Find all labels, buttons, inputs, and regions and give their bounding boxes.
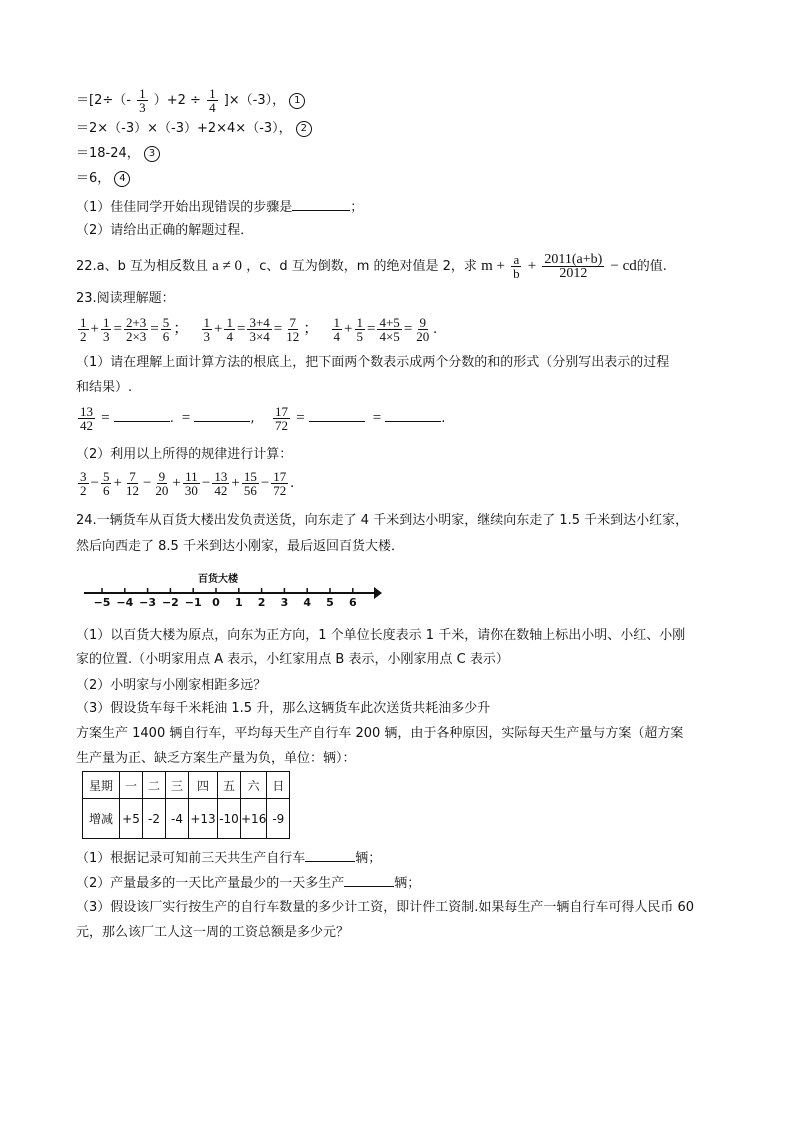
table-header-cell: 二 <box>143 772 166 799</box>
math-symbol: = <box>403 321 413 337</box>
math-symbol: + <box>344 321 353 337</box>
answer-blank <box>385 408 441 422</box>
fraction: $\frac{11}{30}$ <box>184 469 198 498</box>
table-header-row <box>83 772 290 799</box>
math-symbol: + <box>90 321 99 337</box>
fraction: $\frac{17}{72}$ <box>275 404 289 433</box>
step-line-2: ＝2×（-3）×（-3）+2×4×（-3）， 2 <box>76 120 312 138</box>
tick-label: 3 <box>280 596 289 609</box>
step-number-badge: 1 <box>289 93 305 109</box>
q25-part-2: （2）产量最多的一天比产量最少的一天多生产 辆； <box>76 873 420 893</box>
q24-part-1: （1）以百货大楼为原点，向东为正方向，1 个单位长度表示 1 千米，请你在数轴上标出小明、小红、小刚 <box>76 628 686 643</box>
question-24-line-2: 然后向西走了 8.5 千米到达小刚家，最后返回百货大楼． <box>76 539 404 554</box>
fraction: $\frac{1}{4}$ <box>333 315 341 344</box>
fraction: $\frac{2011(a+b)}{2012}$ <box>544 252 603 281</box>
q25-part-1: （1）根据记录可知前三天共生产自行车 辆； <box>76 848 381 868</box>
step-line-3: ＝18-24， 3 <box>76 145 160 163</box>
production-table <box>82 771 290 839</box>
fraction: $\frac{9}{20}$ <box>155 469 169 498</box>
math-symbol: − <box>201 475 211 491</box>
math-symbol: − <box>260 475 270 491</box>
question-part-2: （2）请给出正确的解题过程． <box>76 223 254 238</box>
fraction: $\frac{3}{2}$ <box>80 469 87 498</box>
math-symbol: = <box>273 321 283 337</box>
fraction: $\frac{7}{12}$ <box>286 315 300 344</box>
table-header-cell: 六 <box>241 772 267 799</box>
tick-label: 2 <box>257 596 266 609</box>
table-header-cell: 四 <box>189 772 218 799</box>
tick-label: 0 <box>212 596 220 609</box>
fraction: $\frac{7}{12}$ <box>125 469 139 498</box>
step-number-badge: 3 <box>144 146 160 162</box>
table-cell: -2 <box>143 799 166 839</box>
tick-label: 4 <box>303 596 312 609</box>
table-cell: -4 <box>166 799 189 839</box>
table-cell: +5 <box>120 799 143 839</box>
tick-label: 6 <box>348 596 357 609</box>
fraction: $\frac{17}{72}$ <box>273 469 287 498</box>
fraction: $\frac{13}{42}$ <box>214 469 228 498</box>
fraction: $\frac{1}{3}$ <box>203 315 211 344</box>
q23-part-1-cont: 和结果）. <box>76 380 133 395</box>
fraction: $\frac{1}{2}$ <box>80 315 87 344</box>
math-symbol: = <box>236 321 246 337</box>
table-cell: +16 <box>241 799 267 839</box>
table-cell: -9 <box>267 799 290 839</box>
fraction: $\frac{4+5}{4\times 5}$ <box>379 315 400 344</box>
answer-blank <box>309 408 365 422</box>
q23-blanks: $\frac{13}{42}$ = . = , $\frac{17}{72}$ = = . <box>80 404 446 433</box>
table-header-cell: 三 <box>166 772 189 799</box>
question-25-line-1: 方案生产 1400 辆自行车，平均每天生产自行车 200 辆，由于各种原因，实际每天生产量与方案（超方案 <box>76 726 684 741</box>
arrow-right-icon <box>374 587 382 599</box>
question-25-line-2: 生产量为正、缺乏方案生产量为负，单位：辆）： <box>76 751 356 766</box>
fraction: $\frac{9}{20}$ <box>416 315 430 344</box>
tick-label: −5 <box>93 596 111 609</box>
fraction: $\frac{1}{5}$ <box>356 315 363 344</box>
step-number-badge: 4 <box>114 171 130 187</box>
table-cell: +13 <box>189 799 218 839</box>
fraction: $\frac{15}{56}$ <box>243 469 257 498</box>
table-header-cell: 五 <box>218 772 241 799</box>
math-symbol: = <box>113 321 122 337</box>
table-cell: -10 <box>218 799 241 839</box>
q24-part-1-cont: 家的位置.（小明家用点 A 表示，小红家用点 B 表示，小刚家用点 C 表示） <box>76 652 509 667</box>
q25-part-3: （3）假设该厂实行按生产的自行车数量的多少计工资，即计件工资制.如果每生产一辆自行车可得人民币 60 <box>76 900 695 915</box>
table-cell: 增减 <box>83 799 120 839</box>
math-symbol: + <box>172 475 181 491</box>
fraction: $\frac{1}{3}$ <box>102 315 110 344</box>
math-symbol: + <box>113 475 122 491</box>
separator: ； <box>303 321 330 337</box>
separator: . <box>290 475 295 491</box>
fraction: $\frac{2+3}{2\times 3}$ <box>125 315 147 344</box>
step-line-4: ＝6， 4 <box>76 170 130 188</box>
fraction: $\frac{a}{b}$ <box>513 252 520 281</box>
question-part-1: （1）佳佳同学开始出现错误的步骤是 ； <box>76 197 363 217</box>
answer-blank <box>114 408 170 422</box>
answer-blank <box>344 873 394 887</box>
q24-part-2: （2）小明家与小刚家相距多远？ <box>76 678 267 693</box>
question-24-line-1: 24.一辆货车从百货大楼出发负责送货，向东走了 4 千米到达小明家，继续向东走了 1.5 千米到达小红家， <box>76 513 689 528</box>
table-header-cell: 星期 <box>83 772 120 799</box>
q23-part-1: （1）请在理解上面计算方法的根底上，把下面两个数表示成两个分数的和的形式（分别写出表示的过程 <box>76 355 670 370</box>
q23-examples <box>76 316 448 343</box>
answer-blank <box>194 408 250 422</box>
tick-label: 5 <box>326 596 334 609</box>
table-row <box>83 799 290 839</box>
separator: . <box>433 321 449 337</box>
table-header-cell: 一 <box>120 772 143 799</box>
fraction: $\frac{1}{4}$ <box>209 86 216 115</box>
math-symbol: − <box>142 475 152 491</box>
fraction: $\frac{1}{3}$ <box>139 86 146 115</box>
q24-part-3: （3）假设货车每千米耗油 1.5 升，那么这辆货车此次送货共耗油多少升 <box>76 701 491 716</box>
axis-origin-label: 百货大楼 <box>198 574 238 585</box>
tick-label: −1 <box>184 596 202 609</box>
math-symbol: = <box>367 321 376 337</box>
fraction: $\frac{13}{42}$ <box>80 404 93 433</box>
separator: ； <box>173 321 200 337</box>
table-header-cell: 日 <box>267 772 290 799</box>
number-line <box>76 568 396 618</box>
number-line-axis <box>76 568 396 618</box>
tick-label: 1 <box>234 596 243 609</box>
math-symbol: + <box>231 475 240 491</box>
step-line-1: ＝[2÷（- $\frac{1}{3}$ ）+2 ÷ $\frac{1}{4}$ ]×（-3）， 1 <box>76 87 305 114</box>
q23-calc <box>76 470 294 497</box>
answer-blank <box>305 848 355 862</box>
question-22: 22.a、b 互为相反数且 a ≠ 0 ，c、d 互为倒数，m 的绝对值是 2，求 m + $\frac{a}{b}$ + $\frac{2011(a+b)}{2012}$ − cd的值. <box>76 252 667 281</box>
q23-part-2: （2）利用以上所得的规律进行计算： <box>76 447 293 462</box>
math-symbol: + <box>214 321 223 337</box>
fraction: $\frac{1}{4}$ <box>226 315 233 344</box>
fraction: $\frac{5}{6}$ <box>162 315 170 344</box>
question-23-title: 23.阅读理解题： <box>76 291 175 306</box>
q25-part-3-cont: 元，那么该厂工人这一周的工资总额是多少元？ <box>76 925 350 940</box>
answer-blank <box>292 197 350 211</box>
step-number-badge: 2 <box>296 121 312 137</box>
tick-label: −4 <box>116 596 134 609</box>
fraction: $\frac{3+4}{3\times 4}$ <box>249 315 270 344</box>
tick-label: −3 <box>139 596 157 609</box>
math-symbol: = <box>150 321 159 337</box>
fraction: $\frac{5}{6}$ <box>102 469 110 498</box>
math-symbol: − <box>90 475 99 491</box>
tick-label: −2 <box>161 596 179 609</box>
